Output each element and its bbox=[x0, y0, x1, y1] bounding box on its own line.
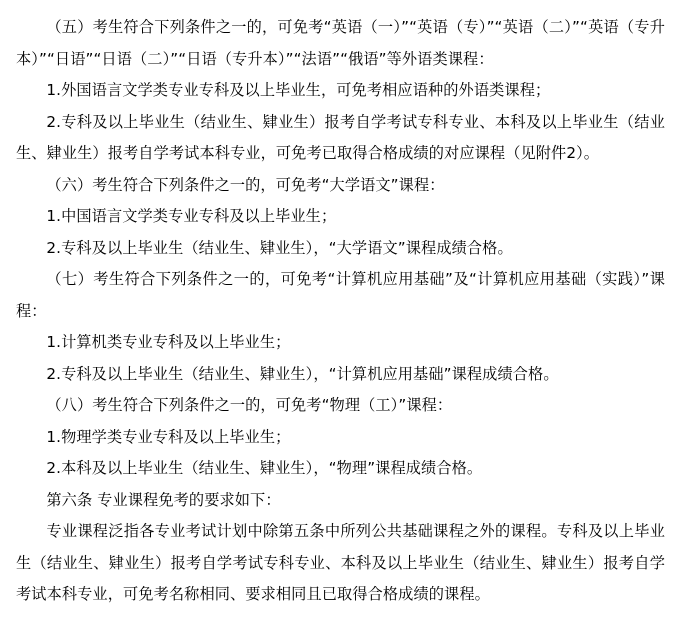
paragraph: 1.外国语言文学类专业专科及以上毕业生，可免考相应语种的外语类课程； bbox=[46, 81, 551, 99]
paragraph: 1.物理学类专业专科及以上毕业生； bbox=[46, 427, 291, 446]
paragraph: 1.计算机类专业专科及以上毕业生； bbox=[46, 333, 291, 351]
paragraph: 2.专科及以上毕业生（结业生、肄业生），“计算机应用基础”课程成绩合格。 bbox=[46, 364, 559, 383]
paragraph: 2.专科及以上毕业生（结业生、肄业生），“大学语文”课程成绩合格。 bbox=[46, 238, 513, 257]
paragraph: 1.中国语言文学类专业专科及以上毕业生； bbox=[46, 207, 337, 225]
paragraph: （六）考生符合下列条件之一的，可免考“大学语文”课程： bbox=[46, 175, 445, 194]
paragraph: （五）考生符合下列条件之一的，可免考“英语（一）”“英语（专）”“英语（二）”“英语（专升本）”“日语”“日语（二）”“日语（专升本）”“法语”“俄语”等外语类课程： bbox=[16, 18, 665, 68]
paragraph: 专业课程泛指各专业考试计划中除第五条中所列公共基础课程之外的课程。专科及以上毕业生（结业生、肄业生）报考自学考试专科专业、本科及以上毕业生（结业生、肄业生）报考自学考试本科专业，可免考名称相同、要求相同且已取得合格成绩的课程。 bbox=[16, 522, 665, 603]
paragraph: 2.本科及以上毕业生（结业生、肄业生），“物理”课程成绩合格。 bbox=[46, 459, 483, 477]
paragraph: 2.专科及以上毕业生（结业生、肄业生）报考自学考试专科专业、本科及以上毕业生（结业生、肄业生）报考自学考试本科专业，可免考已取得合格成绩的对应课程（见附件2）。 bbox=[16, 112, 665, 162]
article-heading: 第六条 专业课程免考的要求如下： bbox=[46, 490, 281, 509]
paragraph: （八）考生符合下列条件之一的，可免考“物理（工）”课程： bbox=[46, 396, 453, 414]
paragraph: （七）考生符合下列条件之一的，可免考“计算机应用基础”及“计算机应用基础（实践）”课程： bbox=[16, 270, 665, 320]
